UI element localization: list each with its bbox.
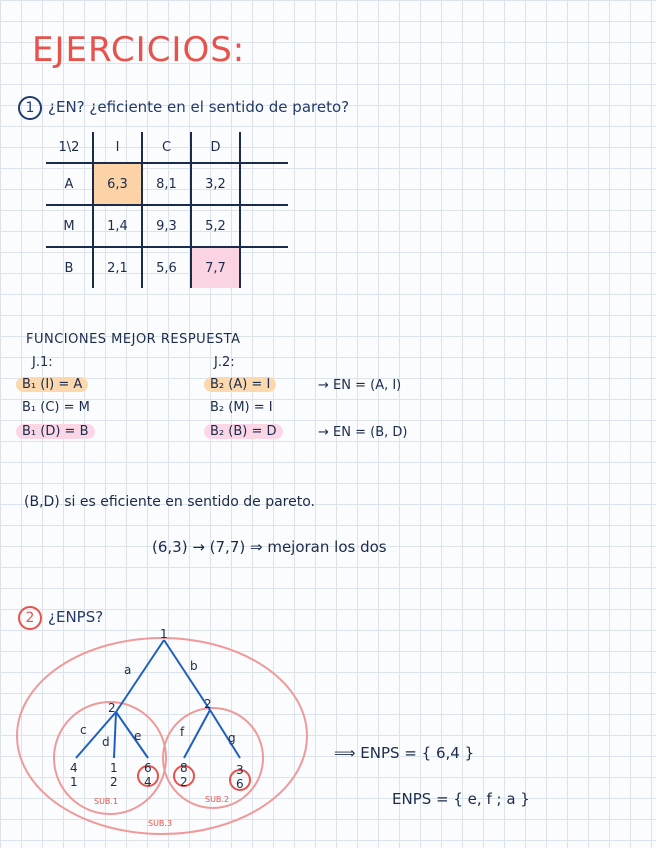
br-j1-line: B₁ (I) = A [16, 377, 88, 392]
question-1-text: ¿EN? ¿eficiente en el sentido de pareto? [48, 98, 350, 116]
matrix-col-header: I [93, 132, 142, 163]
subgame-label: SUB.1 [94, 797, 119, 806]
br-j2-line: B₂ (B) = D [204, 424, 283, 439]
subgame-label: SUB.2 [205, 795, 230, 804]
br-j1-line: B₁ (C) = M [22, 400, 90, 415]
edge-label: b [190, 659, 198, 673]
payoff-top: 8 [180, 761, 188, 775]
nash-equilibrium-1: → EN = (A, I) [318, 378, 402, 393]
improve-note: (6,3) → (7,7) ⇒ mejoran los dos [152, 538, 387, 556]
enps-result-2: ENPS = { e, f ; a } [392, 790, 530, 808]
br-j2-line: B₂ (M) = I [210, 400, 273, 415]
node-label: 1 [160, 627, 168, 641]
matrix-cell: 6,3 [93, 163, 142, 205]
page-title: EJERCICIOS: [32, 30, 246, 70]
matrix-cell: 2,1 [93, 247, 142, 288]
matrix-cell: 7,7 [191, 247, 240, 288]
edge-label: c [80, 723, 87, 737]
matrix-cell: 3,2 [191, 163, 240, 205]
edge-label: g [228, 731, 236, 745]
player2-label: J.2: [214, 355, 235, 370]
enps-result-1: ⟹ ENPS = { 6,4 } [334, 744, 475, 762]
node-label: 2 [204, 697, 212, 711]
matrix-cell: 5,6 [142, 247, 191, 288]
payoff-bottom: 4 [144, 775, 152, 789]
matrix-cell: 8,1 [142, 163, 191, 205]
node-label: 2 [108, 701, 116, 715]
payoff-top: 3 [236, 763, 244, 777]
nash-equilibrium-2: → EN = (B, D) [318, 425, 408, 440]
matrix-cell: 1,4 [93, 205, 142, 247]
payoff-bottom: 2 [110, 775, 118, 789]
payoff-bottom: 6 [236, 777, 244, 791]
question-2-text: ¿ENPS? [48, 608, 104, 626]
subgame-2-circle [163, 708, 263, 808]
matrix-col-header: D [191, 132, 240, 163]
br-j1-line: B₁ (D) = B [16, 424, 95, 439]
tree-edges [76, 640, 240, 758]
pareto-note: (B,D) si es eficiente en sentido de pareto. [24, 494, 315, 510]
edge-label: a [124, 663, 132, 677]
payoff-bottom: 1 [70, 775, 78, 789]
matrix-cell: 5,2 [191, 205, 240, 247]
matrix-row-label: A [46, 163, 93, 205]
player1-label: J.1: [32, 355, 53, 370]
edge-d [114, 712, 116, 758]
payoff-top: 6 [144, 761, 152, 775]
payoff-top: 4 [70, 761, 78, 775]
edge-e [116, 712, 148, 758]
edge-f [184, 710, 210, 758]
question-number-1: 1 [18, 96, 42, 120]
edge-label: e [134, 729, 142, 743]
matrix-corner: 1\2 [46, 132, 93, 163]
payoff-bottom: 2 [180, 775, 188, 789]
edge-label: d [102, 735, 110, 749]
matrix-cell: 9,3 [142, 205, 191, 247]
br-j2-line: B₂ (A) = I [204, 377, 276, 392]
edge-label: f [180, 725, 185, 739]
best-response-heading: FUNCIONES MEJOR RESPUESTA [26, 332, 241, 347]
payoff-top: 1 [110, 761, 118, 775]
matrix-col-header: C [142, 132, 191, 163]
matrix-row-label: B [64, 260, 74, 276]
matrix-row-label: M [46, 205, 93, 247]
subgame-label: SUB.3 [148, 819, 173, 828]
question-number-2: 2 [18, 606, 42, 630]
